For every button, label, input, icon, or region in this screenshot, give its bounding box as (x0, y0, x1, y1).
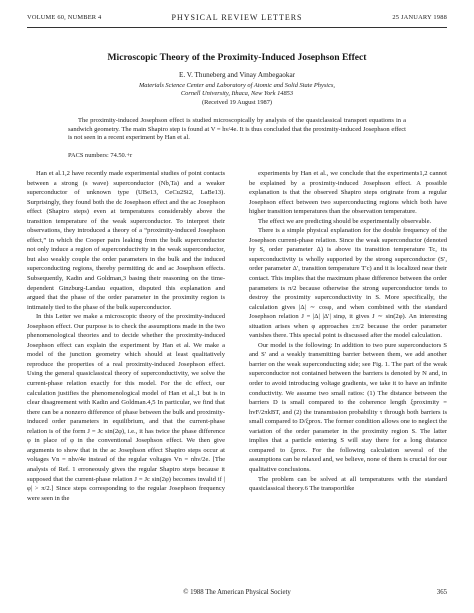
paragraph: The effect we are predicting should be experimentally observable. (258, 217, 432, 225)
paragraph: experiments by Han et al., we conclude that the experiments1,2 cannot be explained by a proximity-induced Josephson effect. A possible explanation is that the observed Shapiro steps originate from a regular Josephson effect between two superconducting regions which both have higher transition temperatures than the observation temperature. (249, 170, 447, 216)
author-list: E. V. Thuneberg and Vinay Ambegaokar (178, 71, 296, 79)
running-header (27, 14, 447, 24)
paragraph: Our model is the following: In addition to two pure superconductors S and S′ and a weakly transmitting barrier between them, we add another barrier on the weak superconducting side; see Fig. 1. The part of the weak superconductor not contained between the barriers is denoted by N and, in order to avoid introducing voltage gradients, we take it to have an infinite conductivity. We assume two small ratios: (1) The distance between the barriers D is small compared to the coherence length ξproximity = hvF/2πkBT, and (2) the transmission probability τ through both barriers is small compared to D/ξprox. The former condition allows one to neglect the variation of the order parameter in the proximity region S. The latter implies that a particle entering S will stay there for a long distance compared to ξprox. For the following calculation several of the assumptions can be relaxed and, we believe, none of them is crucial for our qualitative conclusions. (249, 341, 447, 473)
received-date: (Received 19 August 1987) (201, 99, 273, 106)
right-column (249, 169, 447, 494)
paragraph: There is a simple physical explanation for the double frequency of the Josephson current-phase relation. Since the weak superconductor (denoted by S, order parameter Δ) is above its transition temperature Tc, its superconductivity is wholly supported by the strong superconductor (S′, order parameter Δ′, transition temperature T′c) and it is localized near their contact. This implies that the maximum phase difference between the order parameters is π/2 because otherwise the strong superconductor tends to destroy the proximity superconductivity in S. More specifically, the calculation gives |Δ| ∼ cosφ, and when combined with the standard Josephson relation J = |Δ| |Δ′| sinφ, it gives J ∼ sin(2φ). An interesting situation arises when φ approaches ±π/2 because the order parameter vanishes there. This special point is discussed after the model calculation. (249, 227, 447, 340)
header-rule (27, 27, 447, 28)
volume-number: VOLUME 60, NUMBER 4 (27, 14, 102, 21)
abstract: The proximity-induced Josephson effect is studied microscopically by analysis of the quasiclassical transport equations in a sandwich geometry. The main Shapiro step is found at V = hν/4e. It is thus concluded that the proximity-induced Josephson effect is not seen in a recent experiment by Han et al. (68, 117, 406, 142)
paragraph: In this Letter we make a microscopic theory of the proximity-induced Josephson effect. Our purpose is to check the assumptions made in the two phenomenological theories and to decide whether the proximity-induced Josephson effect can explain the experiment by Han et al. We make a model of the junction geometry which should at least qualitatively reproduce the properties of a real proximity-induced Josephson effect. Using the general quasiclassical theory of superconductivity, we solve the current-phase relation exactly for this model. For the dc effect, our calculation justifies the phenomenological model of Han et al.,1 but is in clear disagreement with Kadin and Goldman.4,5 In particular, we find that there can be a nonzero difference of phase between the bulk and proximity-induced order parameters in equilibrium, and that the current-phase relation is of the form J = Jc sin(2φ), i.e., it has twice the phase difference φ in place of φ in the conventional Josephson effect. We then give arguments to show that in the ac Josephson effect Shapiro steps occur at voltages Vn = nhν/4e instead of the regular voltages Vn = nhν/2e. [The analysis of Ref. 1 erroneously gives the regular Shapiro steps because it supposed that the current-phase relation J = Jc sin(2φ) becomes invalid if |φ| > π/2.] Since steps corresponding to the regular Josephson frequency were seen in the (27, 313, 225, 502)
paragraph: Han et al.1,2 have recently made experimental studies of point contacts between a strong (s wave) superconductor (Nb,Ta) and a weaker superconductor of unknown type (UBe13, CeCu2Si2, LaBe13). Surprisingly, they found both the dc Josephson effect and the ac Josephson effect (Shapiro steps) even at temperatures considerably above the transition temperature of the weak superconductor. To interpret their observations, they introduced a theory of a “proximity-induced Josephson effect,” in which the Cooper pairs leaking from the bulk superconductor not only induce a region of superconductivity in the weak superconductor, but also weakly couple the order parameters in the bulk and the induced superconducting regions, thereby permitting dc and ac Josephson effects. Subsequently, Kadin and Goldman,3 basing their reasoning on the time-dependent Ginzburg-Landau equation, disputed this explanation and argued that the phase of the order parameter in the proximity region is intimately tied to the phase of the bulk superconductor. (27, 170, 225, 311)
journal-name: PHYSICAL REVIEW LETTERS (171, 13, 303, 22)
left-column (27, 169, 225, 503)
affiliation-line-1: Materials Science Center and Laboratory of Atomic and Solid State Physics, (138, 82, 335, 89)
paragraph: The problem can be solved at all temperatures with the standard quasiclassical theory.6 The transportlike (249, 475, 447, 493)
affiliation-line-2: Cornell University, Ithaca, New York 14853 (180, 90, 294, 98)
page-number: 365 (436, 589, 447, 596)
article-title: Microscopic Theory of the Proximity-Induced Josephson Effect (107, 52, 367, 63)
affiliation (27, 82, 447, 99)
copyright-notice: © 1988 The American Physical Society (183, 589, 291, 596)
pacs-numbers: PACS numbers: 74.50.+r (68, 152, 133, 159)
issue-date: 25 JANUARY 1988 (392, 14, 447, 21)
